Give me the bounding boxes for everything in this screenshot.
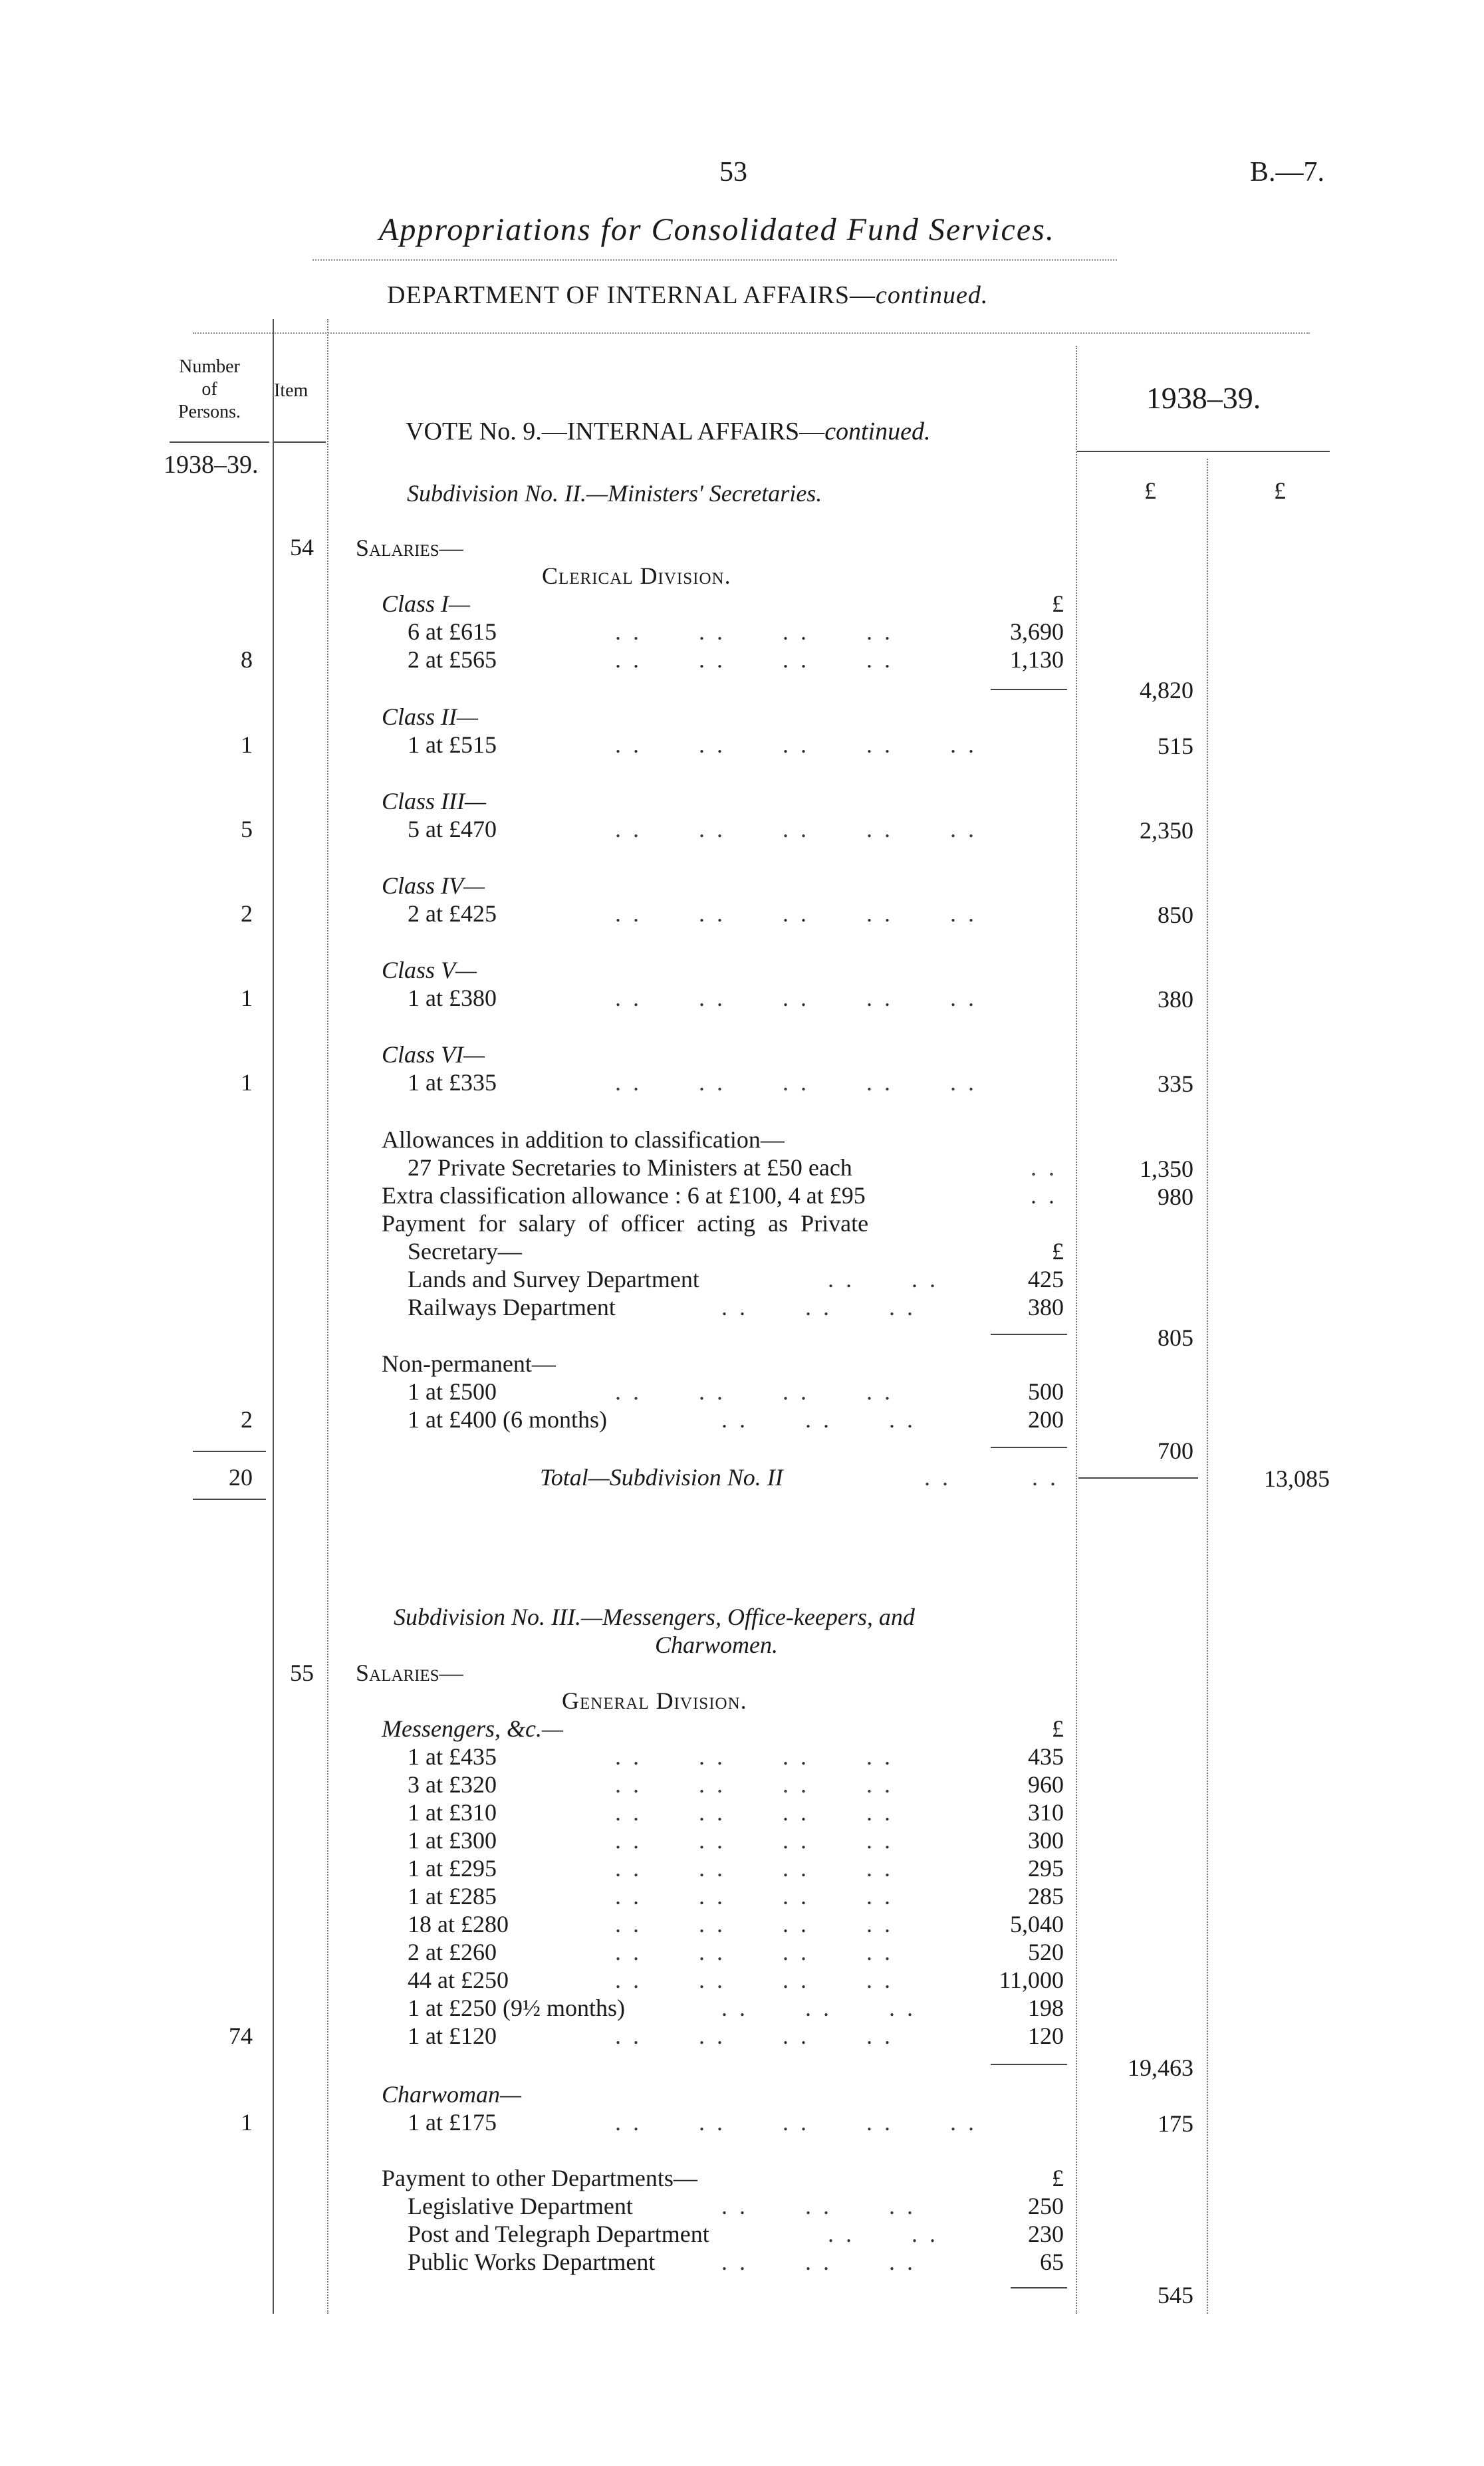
messenger-row-11-leader: .. .. .. .. <box>615 2023 902 2049</box>
messengers-total: 19,463 <box>1128 2054 1193 2081</box>
other-depts-pound: £ <box>1052 2165 1064 2191</box>
class-5-persons: 1 <box>241 985 253 1011</box>
subdivision-2-total-value: 13,085 <box>1264 1465 1330 1492</box>
messenger-row-10-desc: 1 at £250 (9½ months) <box>408 1995 625 2021</box>
messenger-row-10-leader: .. .. .. <box>721 1995 925 2021</box>
class-5-total: 380 <box>1158 986 1193 1013</box>
messenger-row-7-desc: 18 at £280 <box>408 1911 509 1937</box>
messenger-row-3-desc: 1 at £310 <box>408 1799 497 1826</box>
messenger-row-6-leader: .. .. .. .. <box>615 1883 902 1910</box>
vote-continued: continued. <box>824 418 931 445</box>
rule-item-body <box>327 319 328 2314</box>
subdivision-2-total-label: Total—Subdivision No. II <box>540 1464 783 1491</box>
subdivision-2-total-rule <box>1078 1477 1198 1479</box>
allowances-railways-amount: 380 <box>1028 1294 1064 1320</box>
subdivision-3-heading-line-1: Subdivision No. III.—Messengers, Office-keepers, and <box>394 1604 915 1630</box>
subdivision-2-salaries: Salaries— <box>356 535 463 561</box>
nonpermanent-label: Non-permanent— <box>382 1350 556 1377</box>
year-column-right: 1938–39. <box>1146 381 1261 415</box>
class-5-leader: .. .. .. .. .. <box>615 985 986 1011</box>
messenger-row-9-leader: .. .. .. .. <box>615 1967 902 1993</box>
department-rule <box>193 332 1310 334</box>
class-3-total: 2,350 <box>1140 817 1193 844</box>
messenger-row-7-leader: .. .. .. .. <box>615 1911 902 1937</box>
class-4-persons: 2 <box>241 900 253 927</box>
class-4-label: Class IV— <box>382 872 485 899</box>
allowances-payment-line-1: Payment for salary of officer acting as Private <box>382 1210 869 1237</box>
other-dept-row-2-desc: Post and Telegraph Department <box>408 2221 709 2247</box>
allowances-payment-line-2: Secretary— <box>408 1238 522 1265</box>
other-dept-row-2-amount: 230 <box>1028 2221 1064 2247</box>
messenger-row-11-desc: 1 at £120 <box>408 2023 497 2049</box>
pound-column-2: £ <box>1274 477 1286 504</box>
nonpermanent-row-1-amount: 500 <box>1028 1378 1064 1405</box>
vote-title: VOTE No. 9.—INTERNAL AFFAIRS— <box>406 418 825 445</box>
class-1-subtotal-rule <box>991 689 1067 690</box>
class-2-leader: .. .. .. .. .. <box>615 731 986 758</box>
other-dept-row-2-leader: .. .. <box>828 2221 947 2247</box>
class-4-leader: .. .. .. .. .. <box>615 900 986 927</box>
subdivision-2-total-leader: .. .. <box>924 1464 1068 1491</box>
charwoman-total: 175 <box>1158 2110 1193 2137</box>
persons-heading-line2: of <box>201 379 217 400</box>
other-dept-row-1-desc: Legislative Department <box>408 2193 633 2219</box>
class-4-desc: 2 at £425 <box>408 900 497 927</box>
messenger-row-10-amount: 198 <box>1028 1995 1064 2021</box>
allowances-extra: Extra classification allowance : 6 at £100, 4 at £95 <box>382 1182 866 1209</box>
class-2-label: Class II— <box>382 703 479 730</box>
subdivision-2-heading: Subdivision No. II.—Ministers' Secretaries. <box>407 480 822 507</box>
subdivision-2-division: Clerical Division. <box>542 562 731 589</box>
messenger-row-1-leader: .. .. .. .. <box>615 1743 902 1770</box>
class-6-desc: 1 at £335 <box>408 1069 497 1096</box>
header-rule-persons <box>170 441 269 443</box>
item-heading: Item <box>274 380 309 401</box>
messenger-row-4-desc: 1 at £300 <box>408 1827 497 1854</box>
charwoman-persons: 1 <box>241 2109 253 2136</box>
messenger-row-9-amount: 11,000 <box>999 1967 1064 1993</box>
class-6-total: 335 <box>1158 1070 1193 1097</box>
messenger-row-6-desc: 1 at £285 <box>408 1883 497 1910</box>
pound-column-1: £ <box>1144 477 1156 504</box>
class-6-persons: 1 <box>241 1069 253 1096</box>
class-5-label: Class V— <box>382 957 477 983</box>
nonpermanent-row-1-leader: .. .. .. .. <box>615 1378 902 1405</box>
allowances-extra-leader: .. <box>1031 1182 1066 1209</box>
department-continued: continued. <box>875 281 989 309</box>
page-number: 53 <box>719 157 747 187</box>
messenger-row-2-desc: 3 at £320 <box>408 1771 497 1798</box>
messenger-row-1-desc: 1 at £435 <box>408 1743 497 1770</box>
document-reference: B.—7. <box>1250 157 1325 187</box>
other-dept-row-1-amount: 250 <box>1028 2193 1064 2219</box>
allowances-private-leader: .. <box>1031 1154 1066 1181</box>
class-1-row-1-desc: 6 at £615 <box>408 618 497 645</box>
class-4-total: 850 <box>1158 902 1193 928</box>
messengers-pound: £ <box>1052 1715 1064 1742</box>
header-rule-year <box>1077 451 1330 452</box>
messenger-row-5-desc: 1 at £295 <box>408 1855 497 1882</box>
nonpermanent-persons: 2 <box>241 1406 253 1433</box>
allowances-private-total: 1,350 <box>1140 1156 1193 1182</box>
allowances-railways-dept: Railways Department <box>408 1294 616 1320</box>
class-1-pound: £ <box>1052 590 1064 617</box>
charwoman-leader: .. .. .. .. .. <box>615 2109 986 2136</box>
class-1-row-2-desc: 2 at £565 <box>408 646 497 673</box>
messenger-row-8-desc: 2 at £260 <box>408 1939 497 1965</box>
persons-heading-line3: Persons. <box>178 402 241 422</box>
allowances-payment-total: 805 <box>1158 1324 1193 1351</box>
allowances-pound: £ <box>1052 1238 1064 1265</box>
messenger-row-2-amount: 960 <box>1028 1771 1064 1798</box>
messenger-row-4-leader: .. .. .. .. <box>615 1827 902 1854</box>
messengers-subtotal-rule <box>991 2064 1067 2065</box>
messenger-row-3-leader: .. .. .. .. <box>615 1799 902 1826</box>
nonpermanent-subtotal-rule <box>991 1447 1067 1448</box>
subdivision-2-item: 54 <box>290 534 314 560</box>
allowances-lands-leader: .. .. <box>828 1266 947 1293</box>
allowances-railways-leader: .. .. .. <box>721 1294 925 1320</box>
class-2-persons: 1 <box>241 731 253 758</box>
allowances-extra-total: 980 <box>1158 1183 1193 1210</box>
class-1-row-2-leader: .. .. .. .. <box>615 646 902 673</box>
allowances-private-secretaries: 27 Private Secretaries to Ministers at £50 each <box>408 1154 852 1181</box>
subdivision-3-division: General Division. <box>562 1687 747 1714</box>
class-6-leader: .. .. .. .. .. <box>615 1069 986 1096</box>
class-1-row-1-amount: 3,690 <box>1010 618 1064 645</box>
nonpermanent-total: 700 <box>1158 1437 1193 1464</box>
messenger-row-8-amount: 520 <box>1028 1939 1064 1965</box>
subdivision-3-heading-line-2: Charwomen. <box>655 1632 779 1658</box>
nonpermanent-row-2-leader: .. .. .. <box>721 1406 925 1433</box>
subdivision-2-persons-underline <box>193 1499 266 1500</box>
allowances-subtotal-rule <box>991 1334 1067 1335</box>
subdivision-3-item: 55 <box>290 1660 314 1686</box>
messenger-row-5-leader: .. .. .. .. <box>615 1855 902 1882</box>
other-dept-row-3-leader: .. .. .. <box>721 2249 925 2275</box>
other-dept-row-3-desc: Public Works Department <box>408 2249 656 2275</box>
page-title: Appropriations for Consolidated Fund Services. <box>379 212 1055 247</box>
messenger-row-7-amount: 5,040 <box>1010 1911 1064 1937</box>
messenger-row-9-desc: 44 at £250 <box>408 1967 509 1993</box>
department-heading <box>387 283 988 308</box>
messenger-row-11-amount: 120 <box>1028 2023 1064 2049</box>
rule-persons-item <box>273 319 274 2314</box>
messenger-row-4-amount: 300 <box>1028 1827 1064 1854</box>
messenger-row-2-leader: .. .. .. .. <box>615 1771 902 1798</box>
allowances-lands-amount: 425 <box>1028 1266 1064 1293</box>
year-column-left: 1938–39. <box>164 451 259 479</box>
persons-heading-line1: Number <box>179 356 240 377</box>
class-3-leader: .. .. .. .. .. <box>615 816 986 842</box>
messenger-row-6-amount: 285 <box>1028 1883 1064 1910</box>
nonpermanent-row-2-desc: 1 at £400 (6 months) <box>408 1406 607 1433</box>
allowances-label: Allowances in addition to classification— <box>382 1126 785 1153</box>
charwoman-label: Charwoman— <box>382 2081 522 2108</box>
subdivision-3-salaries: Salaries— <box>356 1660 463 1686</box>
class-2-total: 515 <box>1158 733 1193 759</box>
messengers-persons: 74 <box>229 2023 253 2049</box>
title-rule <box>312 259 1117 261</box>
class-1-label: Class I— <box>382 590 471 617</box>
allowances-lands-dept: Lands and Survey Department <box>408 1266 699 1293</box>
messenger-row-5-amount: 295 <box>1028 1855 1064 1882</box>
class-3-persons: 5 <box>241 816 253 842</box>
class-6-label: Class VI— <box>382 1041 485 1068</box>
class-1-row-2-amount: 1,130 <box>1010 646 1064 673</box>
class-1-total: 4,820 <box>1140 677 1193 703</box>
messenger-row-8-leader: .. .. .. .. <box>615 1939 902 1965</box>
other-depts-subtotal-rule <box>1011 2287 1067 2288</box>
rule-amount-total <box>1207 459 1208 2314</box>
subdivision-2-persons-rule <box>193 1451 266 1452</box>
class-1-row-1-leader: .. .. .. .. <box>615 618 902 645</box>
other-dept-row-3-amount: 65 <box>1040 2249 1064 2275</box>
other-depts-label: Payment to other Departments— <box>382 2165 697 2191</box>
class-3-desc: 5 at £470 <box>408 816 497 842</box>
class-2-desc: 1 at £515 <box>408 731 497 758</box>
messenger-row-1-amount: 435 <box>1028 1743 1064 1770</box>
other-dept-row-1-leader: .. .. .. <box>721 2193 925 2219</box>
class-3-label: Class III— <box>382 788 487 814</box>
header-rule-item <box>273 441 326 443</box>
class-5-desc: 1 at £380 <box>408 985 497 1011</box>
nonpermanent-row-2-amount: 200 <box>1028 1406 1064 1433</box>
class-1-persons: 8 <box>241 646 253 673</box>
nonpermanent-row-1-desc: 1 at £500 <box>408 1378 497 1405</box>
messenger-row-3-amount: 310 <box>1028 1799 1064 1826</box>
charwoman-desc: 1 at £175 <box>408 2109 497 2136</box>
other-depts-total: 545 <box>1158 2282 1193 2308</box>
subdivision-2-total-persons: 20 <box>229 1464 253 1491</box>
vote-heading <box>406 419 931 444</box>
messengers-label: Messengers, &c.— <box>382 1715 563 1742</box>
department-name: DEPARTMENT OF INTERNAL AFFAIRS— <box>387 281 876 309</box>
